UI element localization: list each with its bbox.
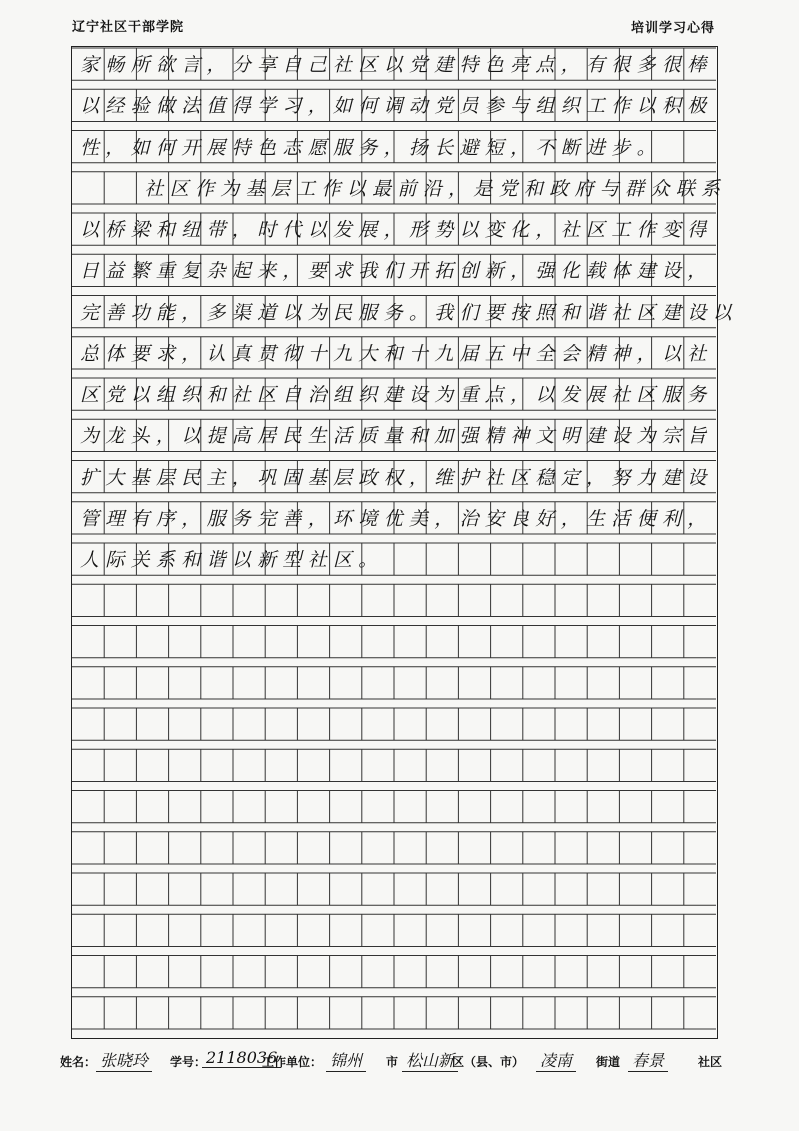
district-value: 松山新 — [402, 1048, 458, 1072]
page-header — [0, 0, 799, 40]
text-line: 扩大基层民主，巩固基层政权，维护社区稳定，努力建设 — [80, 466, 713, 489]
street-label: 街道 — [596, 1055, 621, 1069]
name-value: 张晓玲 — [96, 1048, 152, 1072]
city-value: 锦州 — [326, 1048, 366, 1072]
text-line: 性，如何开展特色志愿服务，扬长避短，不断进步。 — [80, 136, 662, 159]
document-type: 培训学习心得 — [630, 21, 715, 36]
student-id-value: 2118036 — [202, 1048, 281, 1068]
text-line: 以经验做法值得学习，如何调动党员参与组织工作以积极 — [80, 95, 713, 118]
student-info-footer — [0, 1044, 799, 1074]
text-line: 以桥梁和纽带，时代以发展，形势以变化，社区工作变得 — [80, 219, 713, 241]
text-line: 社区作为基层工作以最前沿，是党和政府与群众联系 — [144, 177, 727, 200]
work-unit-label: 工作单位： — [262, 1055, 323, 1069]
student-id-label: 学号： — [170, 1055, 207, 1069]
street-value: 凌南 — [536, 1048, 576, 1072]
writing-grid-sheet — [71, 46, 738, 1039]
text-line: 为龙头，以提高居民生活质量和加强精神文明建设为宗旨 — [80, 425, 713, 448]
text-line: 家畅所欲言，分享自己社区以党建特色亮点，有很多很棒 — [80, 54, 713, 76]
community-value: 春景 — [628, 1048, 668, 1072]
handwritten-text — [72, 47, 738, 1038]
name-label: 姓名： — [60, 1055, 97, 1069]
text-line: 管理有序，服务完善，环境优美，治安良好，生活便利， — [80, 507, 713, 530]
text-line: 区党以组织和社区自治组织建设为重点，以发展社区服务 — [80, 384, 713, 406]
city-label: 市 — [386, 1055, 399, 1069]
district-label: 区（县、市） — [452, 1055, 525, 1069]
text-line: 人际关系和谐以新型社区。 — [80, 549, 384, 571]
institution-name: 辽宁社区干部学院 — [72, 20, 185, 35]
text-line: 总体要求，认真贯彻十九大和十九届五中全会精神，以社 — [80, 342, 713, 365]
community-label: 社区 — [698, 1055, 723, 1069]
text-line: 完善功能，多渠道以为民服务。我们要按照和谐社区建设以 — [80, 301, 738, 324]
text-line: 日益繁重复杂起来，要求我们开拓创新，强化载体建设， — [80, 260, 713, 283]
